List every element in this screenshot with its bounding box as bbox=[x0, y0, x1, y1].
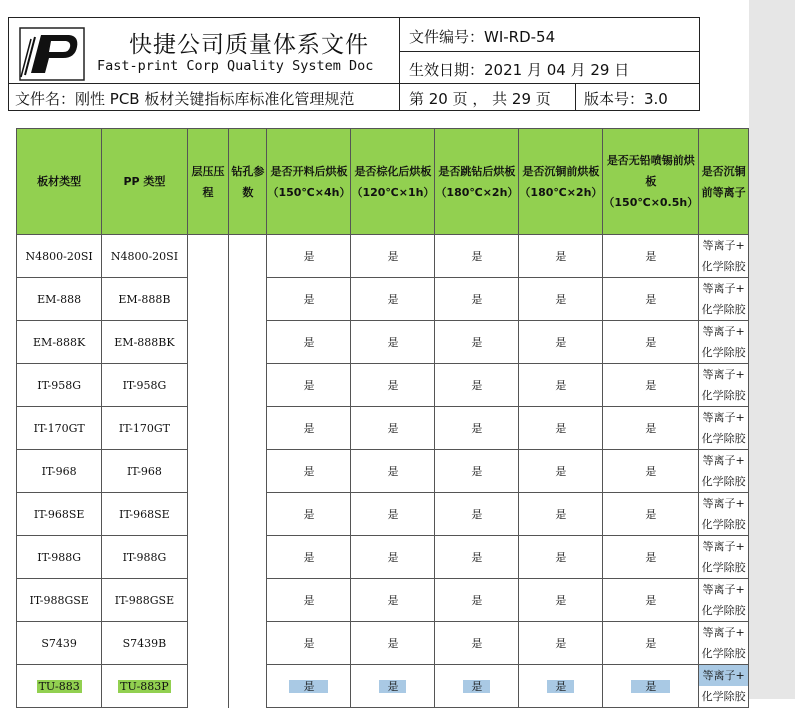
pp-type-cell: TU-883P bbox=[102, 665, 187, 708]
plasma-process-cell: 等离子+ 化学除胶 bbox=[699, 493, 749, 536]
col-bake-before-pth: 是否沉铜前烘板（180℃×2h） bbox=[519, 129, 603, 235]
bake-after-cutting-cell: 是 bbox=[267, 536, 351, 579]
board-type-cell: IT-968SE bbox=[17, 493, 102, 536]
pp-type-cell: N4800-20SI bbox=[102, 235, 187, 278]
col-bake-after-brown: 是否棕化后烘板（120℃×1h） bbox=[351, 129, 435, 235]
bake-before-pth-cell: 是 bbox=[519, 579, 603, 622]
bake-before-pth-cell: 是 bbox=[519, 622, 603, 665]
bake-before-pth-cell: 是 bbox=[519, 536, 603, 579]
table-row bbox=[17, 493, 749, 536]
table-header-row bbox=[17, 129, 749, 235]
bake-after-cutting-cell: 是 bbox=[267, 364, 351, 407]
col-drilling: 钻孔参数 bbox=[229, 129, 267, 235]
plasma-process-cell: 等离子+ 化学除胶 bbox=[699, 450, 749, 493]
version-number: 版本号：3.0 bbox=[584, 90, 668, 108]
bake-after-brown-cell: 是 bbox=[351, 364, 435, 407]
col-bake-before-hasl: 是否无铅喷锡前烘板（150℃×0.5h） bbox=[603, 129, 699, 235]
plasma-process-cell: 等离子+ 化学除胶 bbox=[699, 622, 749, 665]
col-board-type: 板材类型 bbox=[17, 129, 102, 235]
board-type-cell: IT-988GSE bbox=[17, 579, 102, 622]
table-row bbox=[17, 407, 749, 450]
bake-after-skip-drill-cell: 是 bbox=[435, 493, 519, 536]
table-row bbox=[17, 622, 749, 665]
bake-after-skip-drill-cell: 是 bbox=[435, 450, 519, 493]
board-type-cell: EM-888K bbox=[17, 321, 102, 364]
bake-before-pth-cell: 是 bbox=[519, 235, 603, 278]
bake-before-pth-cell: 是 bbox=[519, 493, 603, 536]
plasma-process-cell: 等离子+ 化学除胶 bbox=[699, 364, 749, 407]
bake-after-skip-drill-cell: 是 bbox=[435, 665, 519, 708]
bake-before-hasl-cell: 是 bbox=[603, 536, 699, 579]
bake-before-pth-cell: 是 bbox=[519, 407, 603, 450]
bake-after-cutting-cell: 是 bbox=[267, 278, 351, 321]
bake-after-cutting-cell: 是 bbox=[267, 407, 351, 450]
table-row bbox=[17, 536, 749, 579]
plasma-process-cell: 等离子+ 化学除胶 bbox=[699, 579, 749, 622]
plasma-process-cell: 等离子+ 化学除胶 bbox=[699, 235, 749, 278]
bake-after-skip-drill-cell: 是 bbox=[435, 321, 519, 364]
bake-before-hasl-cell: 是 bbox=[603, 622, 699, 665]
plasma-process-cell: 等离子+ 化学除胶 bbox=[699, 665, 749, 708]
bake-before-hasl-cell: 是 bbox=[603, 665, 699, 708]
bake-after-cutting-cell: 是 bbox=[267, 493, 351, 536]
title-chinese: 快捷公司质量体系文件 bbox=[129, 32, 369, 58]
fastprint-logo-icon bbox=[19, 27, 85, 81]
bake-after-brown-cell: 是 bbox=[351, 278, 435, 321]
drilling-cell bbox=[229, 235, 267, 708]
board-type-cell: N4800-20SI bbox=[17, 235, 102, 278]
table-row bbox=[17, 321, 749, 364]
board-type-cell: TU-883 bbox=[17, 665, 102, 708]
viewer-gutter bbox=[749, 0, 795, 699]
board-type-cell: IT-968 bbox=[17, 450, 102, 493]
bake-after-brown-cell: 是 bbox=[351, 622, 435, 665]
bake-after-cutting-cell: 是 bbox=[267, 665, 351, 708]
bake-after-brown-cell: 是 bbox=[351, 493, 435, 536]
bake-after-brown-cell: 是 bbox=[351, 450, 435, 493]
board-parameters-table bbox=[16, 128, 749, 708]
effective-date: 生效日期：2021 月 04 月 29 日 bbox=[409, 61, 630, 79]
bake-before-hasl-cell: 是 bbox=[603, 579, 699, 622]
board-type-cell: S7439 bbox=[17, 622, 102, 665]
document-header bbox=[8, 17, 700, 111]
pp-type-cell: IT-968 bbox=[102, 450, 187, 493]
bake-before-hasl-cell: 是 bbox=[603, 321, 699, 364]
bake-after-brown-cell: 是 bbox=[351, 536, 435, 579]
pp-type-cell: IT-988GSE bbox=[102, 579, 187, 622]
plasma-process-cell: 等离子+ 化学除胶 bbox=[699, 536, 749, 579]
col-bake-after-cutting: 是否开料后烘板（150℃×4h） bbox=[267, 129, 351, 235]
bake-after-cutting-cell: 是 bbox=[267, 579, 351, 622]
table-row bbox=[17, 235, 749, 278]
bake-before-pth-cell: 是 bbox=[519, 665, 603, 708]
bake-after-brown-cell: 是 bbox=[351, 321, 435, 364]
lamination-cell bbox=[187, 235, 229, 708]
bake-after-cutting-cell: 是 bbox=[267, 450, 351, 493]
bake-after-brown-cell: 是 bbox=[351, 665, 435, 708]
bake-after-skip-drill-cell: 是 bbox=[435, 278, 519, 321]
table-row bbox=[17, 450, 749, 493]
col-pp-type: PP 类型 bbox=[102, 129, 187, 235]
board-type-cell: EM-888 bbox=[17, 278, 102, 321]
bake-before-hasl-cell: 是 bbox=[603, 235, 699, 278]
table-row bbox=[17, 278, 749, 321]
col-plasma-before-pth: 是否沉铜前等离子 bbox=[699, 129, 749, 235]
plasma-process-cell: 等离子+ 化学除胶 bbox=[699, 407, 749, 450]
pp-type-cell: IT-988G bbox=[102, 536, 187, 579]
table-row bbox=[17, 579, 749, 622]
bake-before-pth-cell: 是 bbox=[519, 321, 603, 364]
bake-before-hasl-cell: 是 bbox=[603, 364, 699, 407]
bake-before-hasl-cell: 是 bbox=[603, 407, 699, 450]
bake-before-hasl-cell: 是 bbox=[603, 493, 699, 536]
file-name: 文件名：刚性 PCB 板材关键指标库标准化管理规范 bbox=[15, 90, 355, 108]
col-lamination: 层压压程 bbox=[187, 129, 229, 235]
bake-before-pth-cell: 是 bbox=[519, 278, 603, 321]
table-row bbox=[17, 364, 749, 407]
bake-after-brown-cell: 是 bbox=[351, 235, 435, 278]
bake-after-cutting-cell: 是 bbox=[267, 622, 351, 665]
pp-type-cell: IT-968SE bbox=[102, 493, 187, 536]
board-type-cell: IT-170GT bbox=[17, 407, 102, 450]
pp-type-cell: EM-888B bbox=[102, 278, 187, 321]
page-info: 第 20 页 ， 共 29 页 bbox=[409, 90, 551, 108]
pp-type-cell: S7439B bbox=[102, 622, 187, 665]
title-english: Fast-print Corp Quality System Doc bbox=[97, 58, 374, 74]
bake-after-skip-drill-cell: 是 bbox=[435, 536, 519, 579]
bake-after-skip-drill-cell: 是 bbox=[435, 622, 519, 665]
bake-after-skip-drill-cell: 是 bbox=[435, 364, 519, 407]
plasma-process-cell: 等离子+ 化学除胶 bbox=[699, 321, 749, 364]
bake-before-hasl-cell: 是 bbox=[603, 450, 699, 493]
bake-after-brown-cell: 是 bbox=[351, 407, 435, 450]
bake-before-hasl-cell: 是 bbox=[603, 278, 699, 321]
pp-type-cell: IT-170GT bbox=[102, 407, 187, 450]
board-type-cell: IT-958G bbox=[17, 364, 102, 407]
bake-after-skip-drill-cell: 是 bbox=[435, 407, 519, 450]
pp-type-cell: IT-958G bbox=[102, 364, 187, 407]
bake-before-pth-cell: 是 bbox=[519, 450, 603, 493]
table-row bbox=[17, 665, 749, 708]
board-type-cell: IT-988G bbox=[17, 536, 102, 579]
bake-after-skip-drill-cell: 是 bbox=[435, 579, 519, 622]
col-bake-after-skip-drill: 是否跳钻后烘板（180℃×2h） bbox=[435, 129, 519, 235]
document-number: 文件编号：WI-RD-54 bbox=[409, 28, 556, 46]
bake-before-pth-cell: 是 bbox=[519, 364, 603, 407]
plasma-process-cell: 等离子+ 化学除胶 bbox=[699, 278, 749, 321]
bake-after-brown-cell: 是 bbox=[351, 579, 435, 622]
bake-after-cutting-cell: 是 bbox=[267, 235, 351, 278]
bake-after-cutting-cell: 是 bbox=[267, 321, 351, 364]
bake-after-skip-drill-cell: 是 bbox=[435, 235, 519, 278]
pp-type-cell: EM-888BK bbox=[102, 321, 187, 364]
